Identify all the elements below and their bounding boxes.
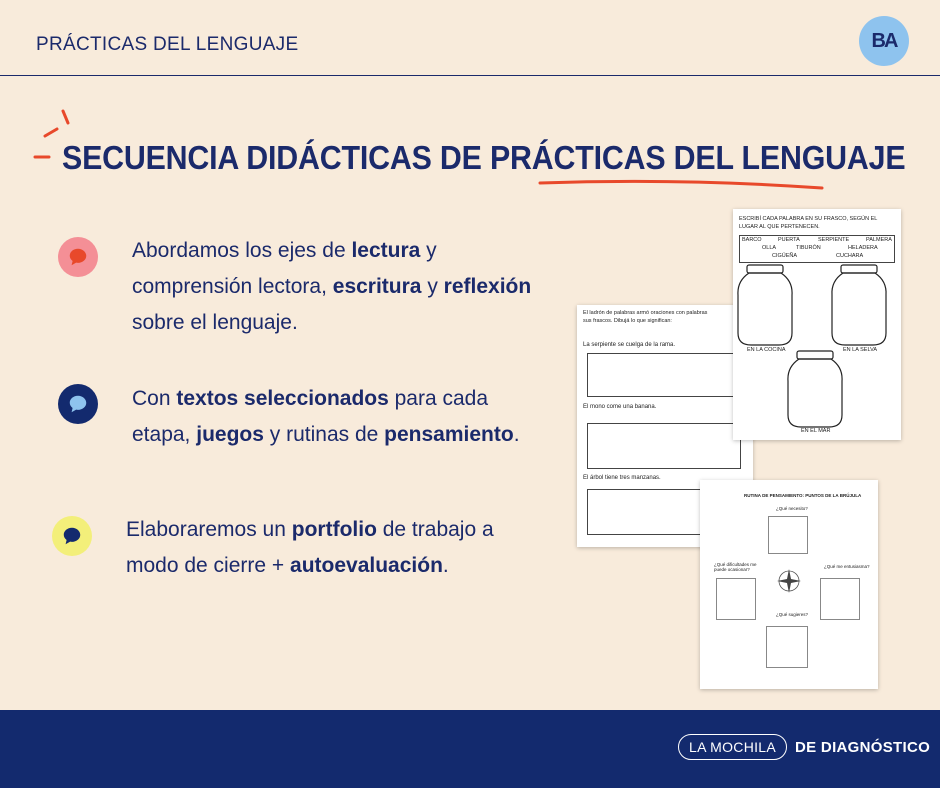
speech-bubble-icon: [67, 393, 89, 415]
word-bank: BARCO PUERTA SERPIENTE PALMERA OLLA TIBURÓN HELADERA CIGÜEÑA CUCHARA: [739, 235, 895, 263]
brand-pill: LA MOCHILA: [678, 734, 787, 760]
answer-box: [768, 516, 808, 554]
drawing-box: [587, 423, 741, 469]
speech-bubble-icon: [61, 525, 83, 547]
worksheet-sentences: El ladrón de palabras armó oraciones con palabras sus frascos. Dibujá lo que significan: La serpiente se cuelga de la rama. El mono come una banana. El árbol tiene tres manzanas.: [577, 305, 753, 547]
drawing-box: [587, 353, 741, 397]
speech-bubble-icon: [67, 246, 89, 268]
main-title: SECUENCIA DIDÁCTICAS DE PRÁCTICAS DEL LENGUAJE: [62, 139, 906, 176]
bullet-3-badge: [52, 516, 92, 556]
bullet-2-badge: [58, 384, 98, 424]
bullet-2-text: Con textos seleccionados para cada etapa, juegos y rutinas de pensamiento.: [132, 387, 520, 446]
bullet-1-badge: [58, 237, 98, 277]
logo-text: BA: [871, 29, 897, 52]
answer-box: [716, 578, 756, 620]
worksheet-jars: ESCRIBÍ CADA PALABRA EN SU FRASCO, SEGÚN EL LUGAR AL QUE PERTENECEN. BARCO PUERTA SERPIENTE PALMERA OLLA TIBURÓN HELADERA CIGÜEÑA CUCHARA EN LA COCINA EN LA SELVA EN EL MAR: [733, 209, 901, 440]
footer-brand: [678, 727, 930, 767]
compass-rose-icon: [776, 568, 802, 594]
answer-box: [820, 578, 860, 620]
bullet-1-text: Abordamos los ejes de lectura y comprensión lectora, escritura y reflexión sobre el lenguaje.: [132, 239, 532, 334]
worksheet-compass: RUTINA DE PENSAMIENTO: PUNTOS DE LA BRÚJULA ¿Qué necesito? ¿Qué dificultades me puede ocasionar? ¿Qué me entusiasma? ¿Qué sugieres?: [700, 480, 878, 689]
bullet-3-text: Elaboraremos un portfolio de trabajo a modo de cierre + autoevaluación.: [126, 518, 494, 577]
header-title: PRÁCTICAS DEL LENGUAJE: [36, 34, 299, 55]
header: [0, 0, 940, 76]
answer-box: [766, 626, 808, 668]
brand-strong: DE DIAGNÓSTICO: [795, 738, 931, 756]
logo: [859, 16, 909, 66]
